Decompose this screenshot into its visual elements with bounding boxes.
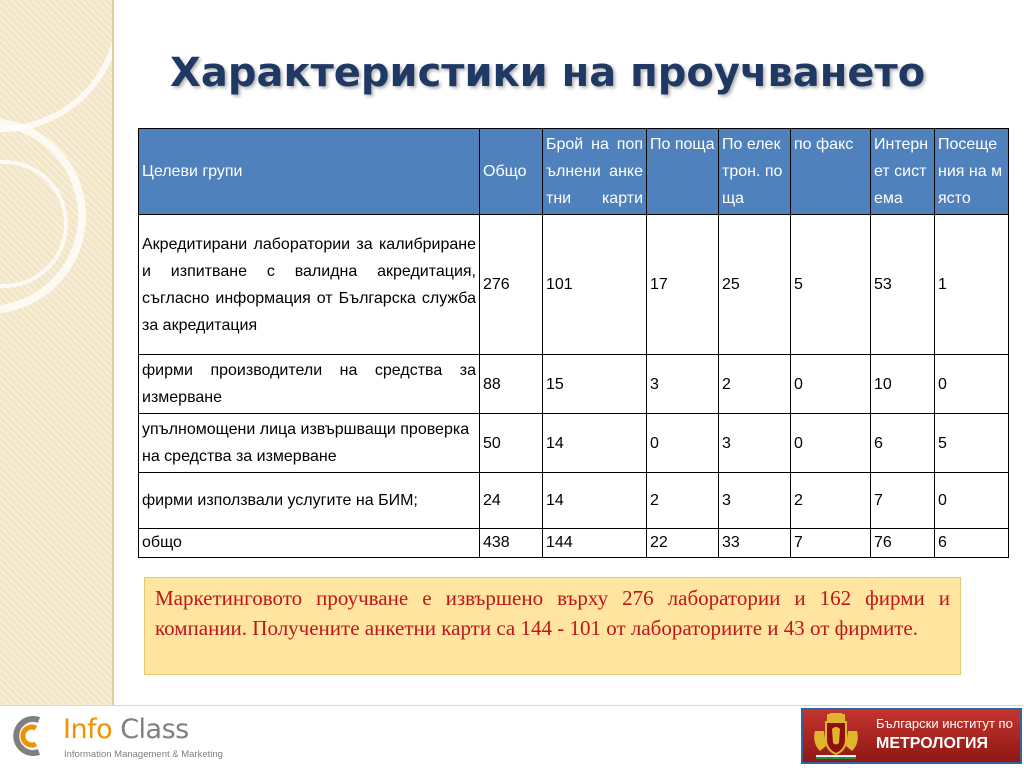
header-total: Общо [480,129,543,215]
bim-line-metrology: МЕТРОЛОГИЯ [876,735,989,752]
cell-visit: 0 [935,473,1009,529]
cell-email: 2 [719,355,791,414]
header-by-email: По електрон. поща [719,129,791,215]
cell-total: 276 [480,215,543,355]
cell-group: фирми производители на средства за измерване [139,355,480,414]
infoclass-logo-icon [8,714,52,758]
table-row [139,414,1009,473]
cell-visit: 5 [935,414,1009,473]
cell-visit: 1 [935,215,1009,355]
table-row-total [139,529,1009,558]
cell-internet: 53 [871,215,935,355]
side-band-edge [112,0,114,705]
cell-fax: 2 [791,473,871,529]
cell-filled: 101 [543,215,647,355]
cell-total: 88 [480,355,543,414]
cell-internet: 10 [871,355,935,414]
cell-filled: 144 [543,529,647,558]
infoclass-tagline: Information Management & Marketing [64,749,223,760]
infoclass-wordmark [63,714,189,745]
cell-group: общо [139,529,480,558]
cell-email: 25 [719,215,791,355]
cell-visit: 0 [935,355,1009,414]
cell-fax: 0 [791,355,871,414]
header-internet-system: Интернет система [871,129,935,215]
cell-fax: 7 [791,529,871,558]
cell-fax: 5 [791,215,871,355]
cell-visit: 6 [935,529,1009,558]
cell-mail: 0 [647,414,719,473]
bim-logo [801,708,1022,764]
cell-internet: 7 [871,473,935,529]
header-on-site-visits: Посещения на място [935,129,1009,215]
cell-filled: 14 [543,473,647,529]
cell-mail: 2 [647,473,719,529]
cell-group: Акредитирани лаборатории за калибриране и изпитване с валидна акредитация, съгласно информация от Българска служба за акредитация [139,215,480,355]
cell-email: 33 [719,529,791,558]
header-by-fax: по факс [791,129,871,215]
table-row [139,355,1009,414]
table-row [139,215,1009,355]
survey-table [138,128,1009,558]
cell-fax: 0 [791,414,871,473]
cell-filled: 15 [543,355,647,414]
slide-title: Характеристики на проучването [170,50,926,96]
infoclass-word-class: Class [120,714,189,745]
cell-email: 3 [719,473,791,529]
header-by-mail: По поща [647,129,719,215]
cell-group: фирми използвали услугите на БИМ; [139,473,480,529]
table-header-row [139,129,1009,215]
cell-total: 24 [480,473,543,529]
cell-mail: 17 [647,215,719,355]
cell-internet: 76 [871,529,935,558]
decorative-circle [0,0,112,132]
footer-divider [0,705,1024,706]
summary-callout: Маркетинговото проучване е извършено върху 276 лаборатории и 162 фирми и компании. Получените анкетни карти са 144 - 101 от лабораториите и 43 от фирмите. [144,577,961,675]
header-filled-cards: Брой на попълнени анкетни карти [543,129,647,215]
decorative-side-band [0,0,112,705]
cell-filled: 14 [543,414,647,473]
bim-line-institute: Български институт по [876,716,1013,731]
cell-total: 50 [480,414,543,473]
infoclass-word-info: Info [63,714,113,745]
cell-mail: 3 [647,355,719,414]
header-target-groups: Целеви групи [139,129,480,215]
cell-group: упълномощени лица извършващи проверка на средства за измерване [139,414,480,473]
cell-internet: 6 [871,414,935,473]
bulgarian-coat-of-arms-icon [810,713,862,761]
cell-email: 3 [719,414,791,473]
table-row [139,473,1009,529]
cell-total: 438 [480,529,543,558]
cell-mail: 22 [647,529,719,558]
infoclass-logo [8,712,228,762]
